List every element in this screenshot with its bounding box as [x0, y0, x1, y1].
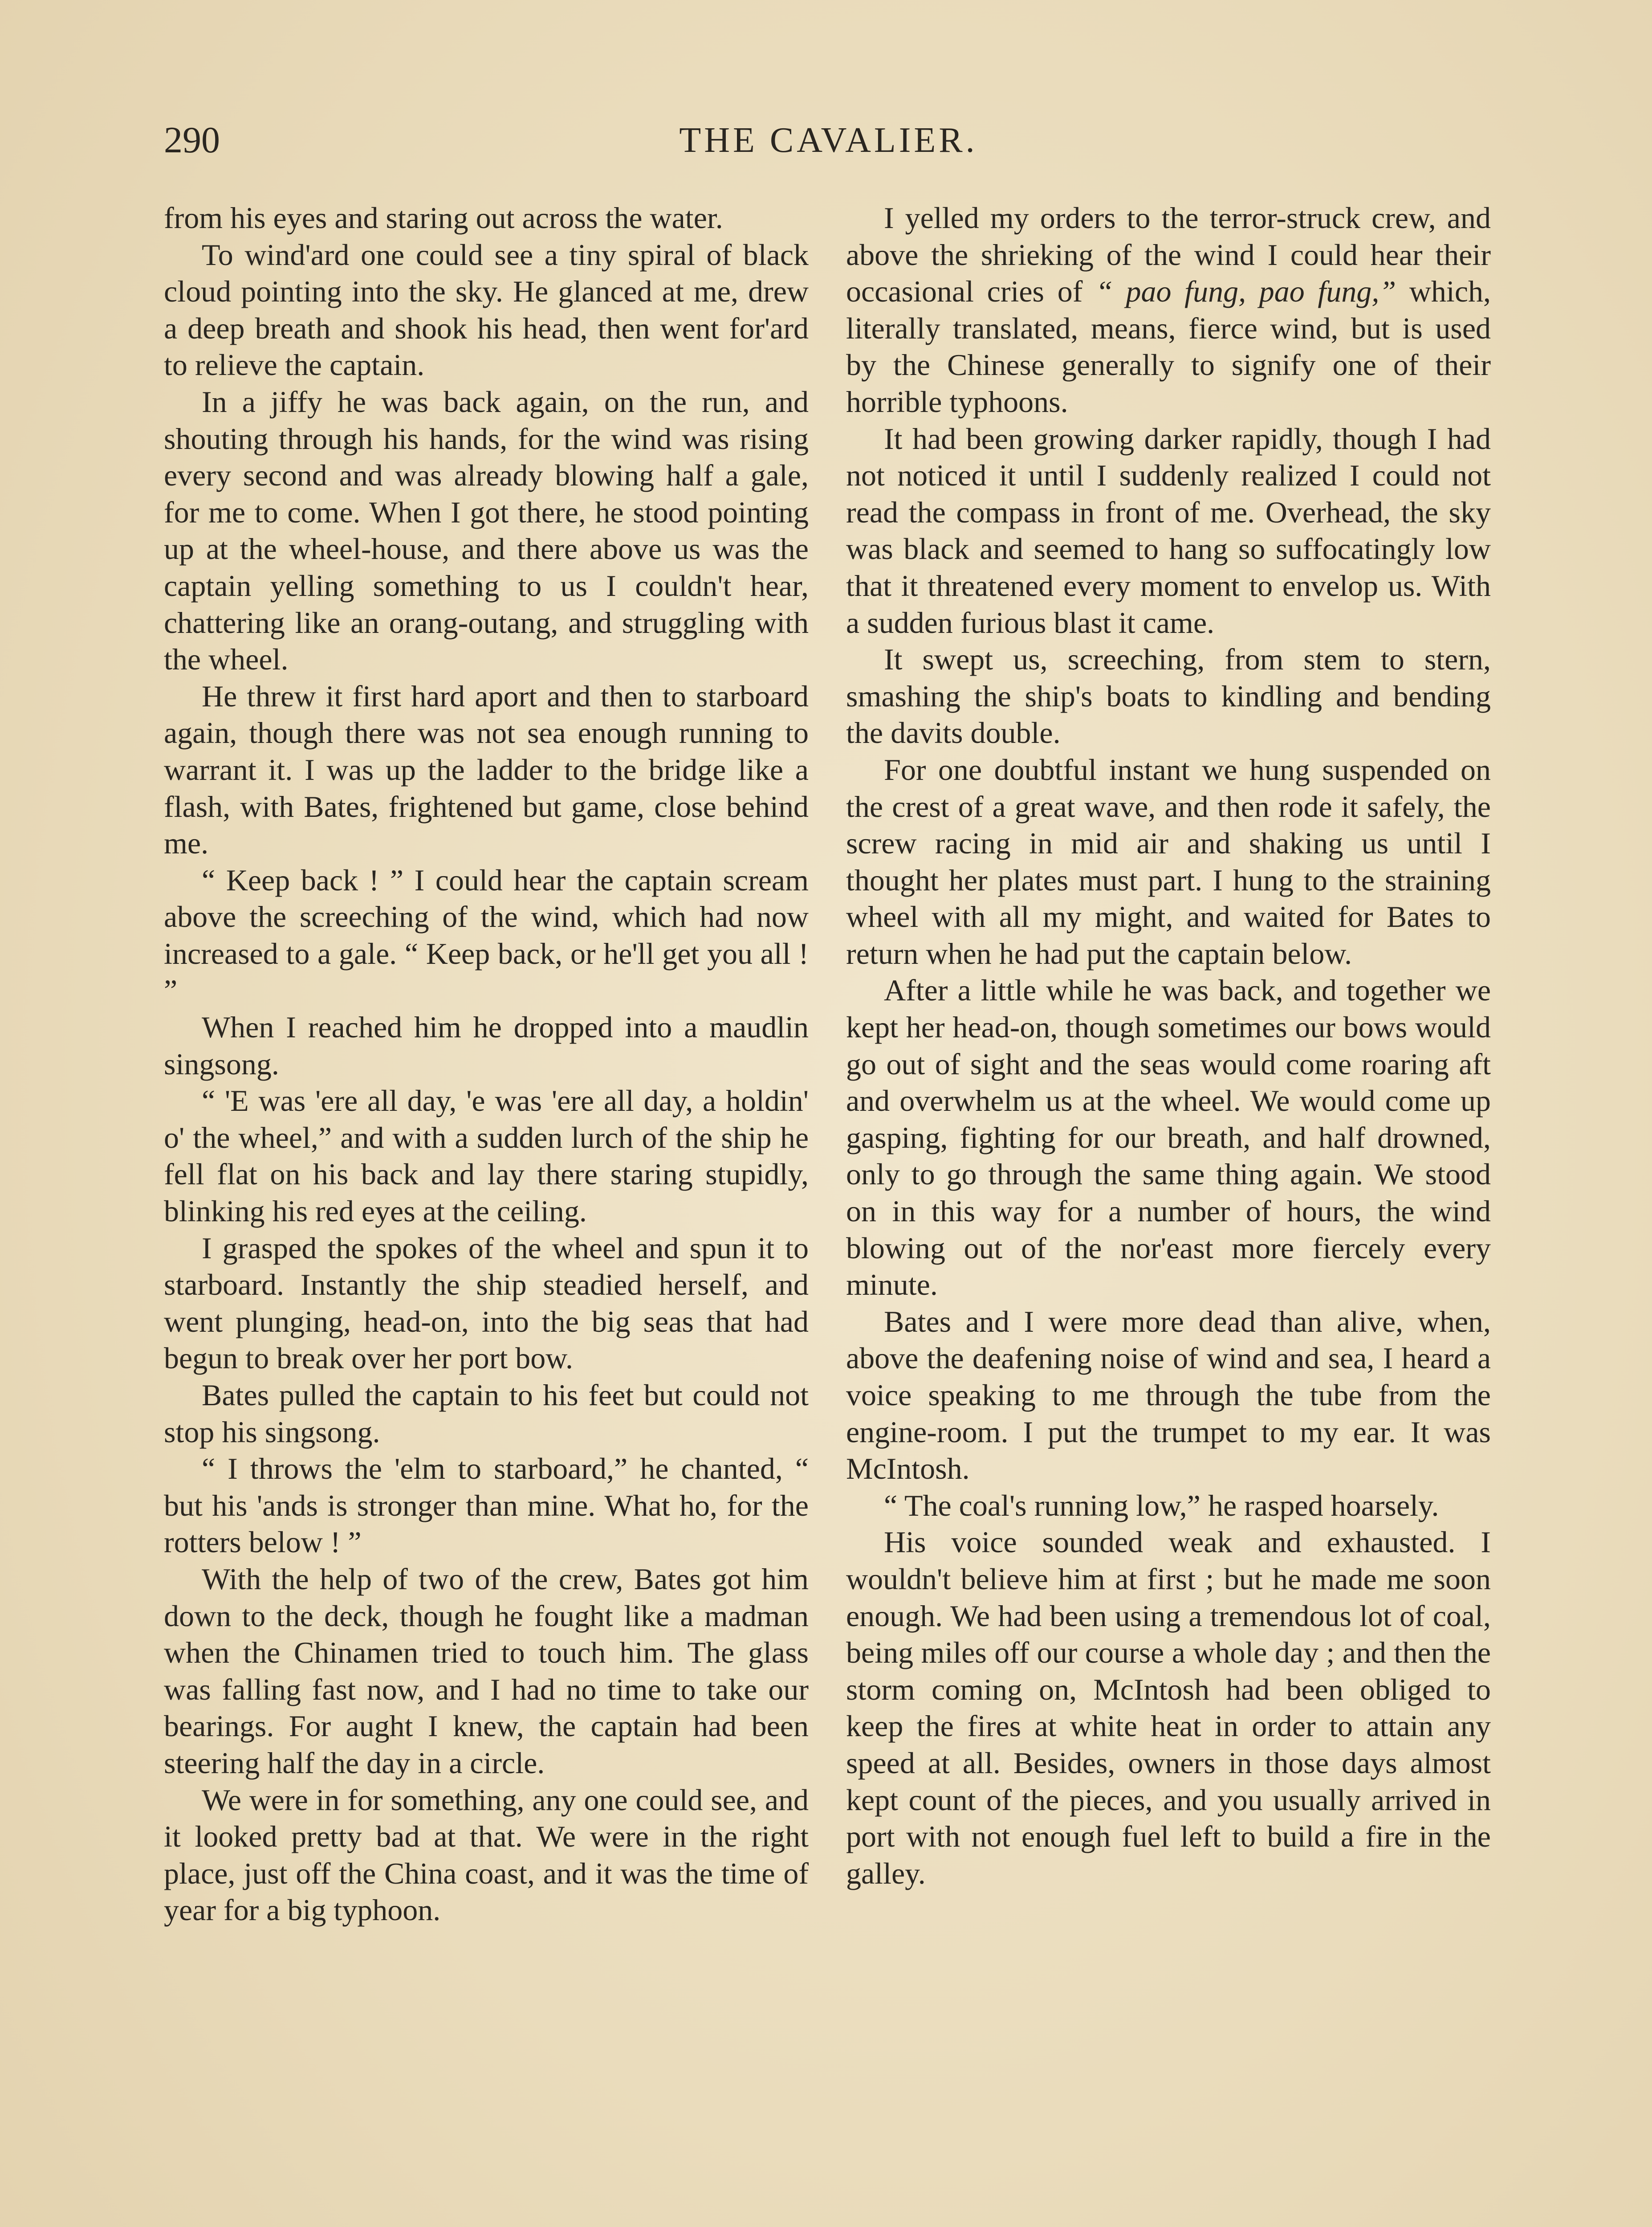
paragraph: When I reached him he dropped into a maudlin singsong.	[164, 1010, 809, 1081]
paragraph: “ 'E was 'ere all day, 'e was 'ere all day, a holdin' o' the wheel,” and with a sudden lurch of the ship he fell flat on his back and lay there staring stupidly, blinking his red eyes at the ceiling.	[164, 1084, 809, 1228]
right-column	[846, 200, 1491, 1892]
paragraph: from his eyes and staring out across the water.	[164, 201, 723, 235]
paragraph: Bates and I were more dead than alive, when, above the deafening noise of wind and sea, I heard a voice speaking to me through the tube from the engine-room. I put the trumpet to my ear. It was McIntosh.	[846, 1304, 1491, 1486]
paragraph: I grasped the spokes of the wheel and spun it to starboard. Instantly the ship steadied herself, and went plunging, head-on, into the big seas that had begun to break over her port bow.	[164, 1231, 809, 1375]
left-column	[164, 200, 809, 1929]
paragraph-text: I yelled my orders to the terror-struck crew, and above the shrieking of the wind I could hear their occasional cries of	[846, 201, 1491, 309]
paragraph: He threw it first hard aport and then to starboard again, though there was not sea enough running to warrant it. I was up the ladder to the bridge like a flash, with Bates, frightened but game, close behind me.	[164, 679, 809, 861]
chinese-phrase: “ pao fung, pao fung,”	[1096, 274, 1396, 309]
paragraph: His voice sounded weak and exhausted. I wouldn't believe him at first ; but he made me soon enough. We had been using a tremendous lot of coal, being miles off our course a whole day ; and then the storm coming on, McIntosh had been obliged to keep the fires at white heat in order to attain any speed at all. Besides, owners in those days almost kept count of the pieces, and you usually arrived in port with not enough fuel left to build a fire in the galley.	[846, 1525, 1491, 1890]
paragraph: With the help of two of the crew, Bates got him down to the deck, though he fought like a madman when the Chinamen tried to touch him. The glass was falling fast now, and I had no time to take our bearings. For aught I knew, the captain had been steering half the day in a circle.	[164, 1562, 809, 1780]
paragraph: Bates pulled the captain to his feet but could not stop his singsong.	[164, 1378, 809, 1449]
paragraph: After a little while he was back, and together we kept her head-on, though sometimes our bows would go out of sight and the seas would come roaring aft and overwhelm us at the wheel. We would come up gasping, fighting for our breath, and half drowned, only to go through the same thing again. We stood on in this way for a number of hours, the wind blowing out of the nor'east more fiercely every minute.	[846, 973, 1491, 1302]
paragraph: For one doubtful instant we hung suspended on the crest of a great wave, and then rode it safely, the screw racing in mid air and shaking us until I thought her plates must part. I hung to the straining wheel with all my might, and waited for Bates to return when he had put the captain below.	[846, 752, 1491, 971]
paragraph: It swept us, screeching, from stem to stern, smashing the ship's boats to kindling and bending the davits double.	[846, 642, 1491, 750]
paragraph: “ Keep back ! ” I could hear the captain scream above the screeching of the wind, which had now increased to a gale. “ Keep back, or he'll get you all ! ”	[164, 863, 809, 1007]
paragraph: It had been growing darker rapidly, though I had not noticed it until I suddenly realized I could not read the compass in front of me. Overhead, the sky was black and seemed to hang so suffocatingly low that it threatened every moment to envelop us. With a sudden furious blast it came.	[846, 421, 1491, 640]
page-header	[164, 118, 1493, 167]
paragraph: “ I throws the 'elm to starboard,” he chanted, “ but his 'ands is stronger than mine. What ho, for the rotters below ! ”	[164, 1452, 809, 1559]
paragraph	[846, 200, 1491, 420]
page-number: 290	[164, 119, 220, 161]
paragraph: “ The coal's running low,” he rasped hoarsely.	[884, 1488, 1439, 1522]
paragraph-text: which, literally translated, means, fierce wind, but is used by the Chinese generally to signify one of their horrible typhoons.	[846, 274, 1491, 419]
paragraph: We were in for something, any one could see, and it looked pretty bad at that. We were in the right place, just off the China coast, and it was the time of year for a big typhoon.	[164, 1782, 809, 1927]
paragraph: To wind'ard one could see a tiny spiral of black cloud pointing into the sky. He glanced at me, drew a deep breath and shook his head, then went for'ard to relieve the captain.	[164, 237, 809, 382]
paragraph: In a jiffy he was back again, on the run, and shouting through his hands, for the wind was rising every second and was already blowing half a gale, for me to come. When I got there, he stood pointing up at the wheel-house, and there above us was the captain yelling something to us I couldn't hear, chattering like an orang-outang, and struggling with the wheel.	[164, 384, 809, 677]
running-title: THE CAVALIER.	[679, 121, 978, 160]
